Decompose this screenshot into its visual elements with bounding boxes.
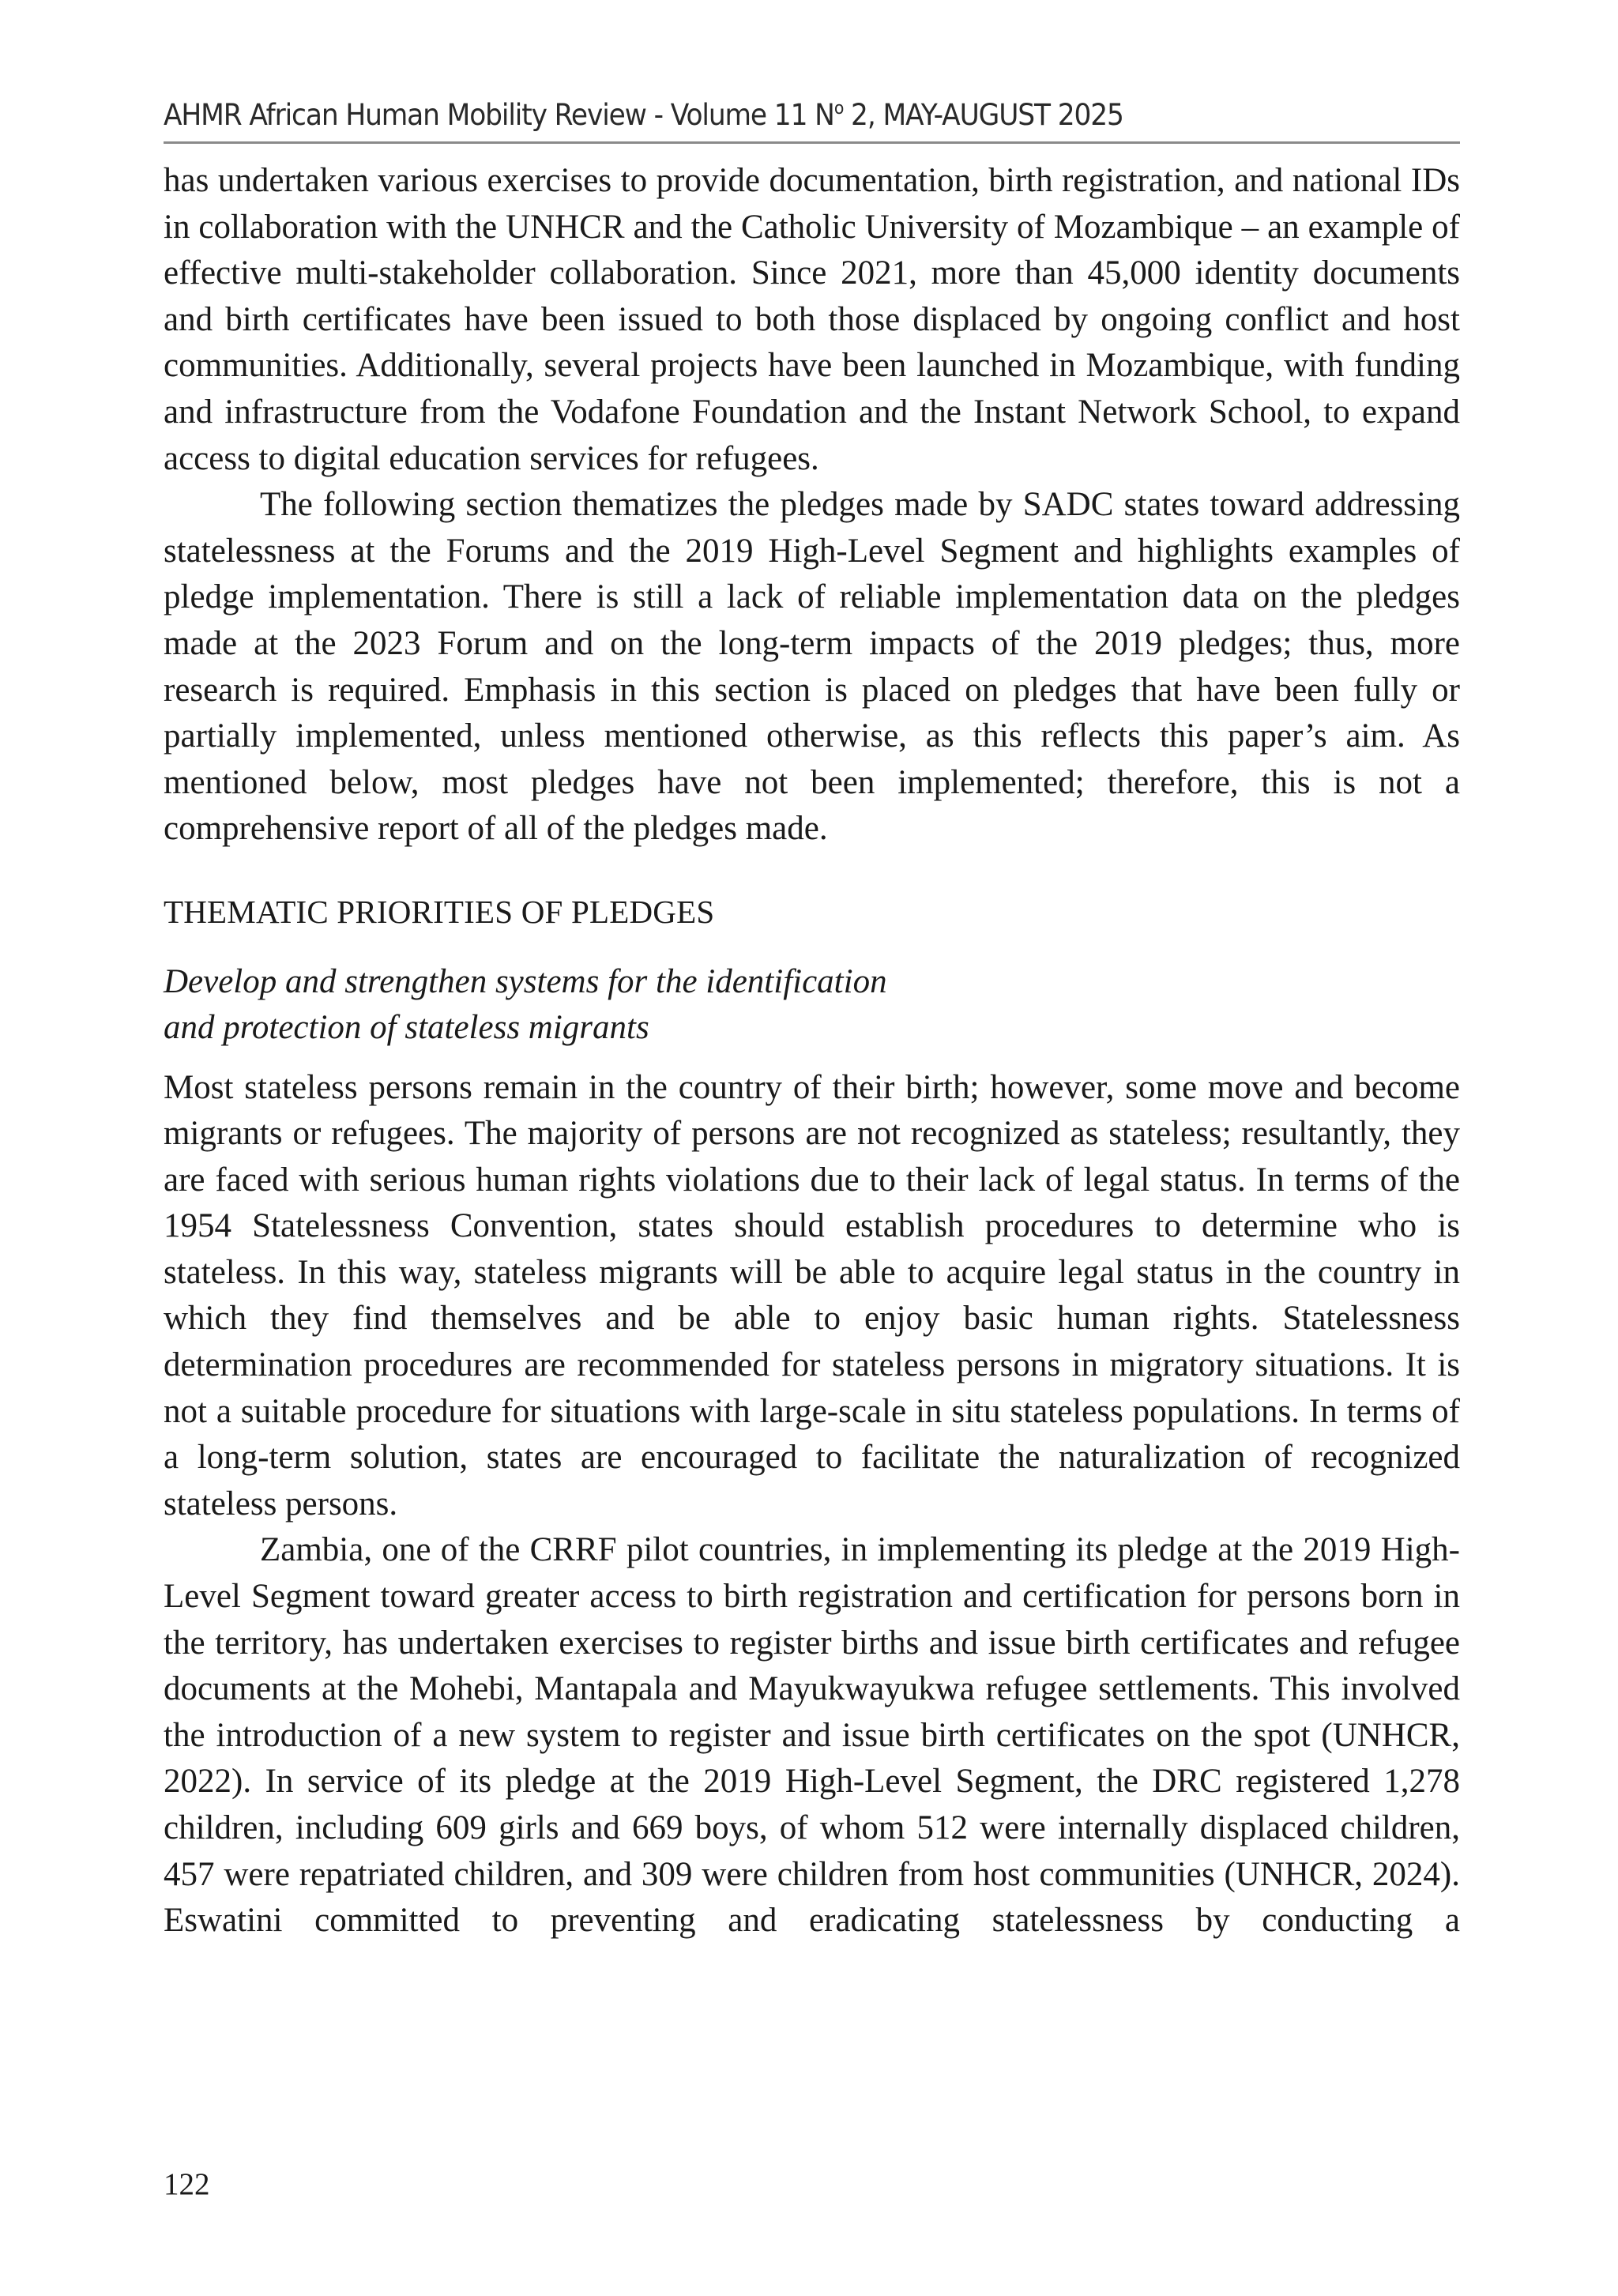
journal-title: AHMR African Human Mobility Review - Volume 11 N [164, 98, 834, 132]
sub-heading [164, 959, 1460, 1051]
page-number: 122 [164, 2167, 210, 2201]
header-rule [164, 141, 1460, 144]
article-body [164, 158, 1460, 1944]
paragraph-4: Zambia, one of the CRRF pilot countries, in implementing its pledge at the 2019 High-Level Segment toward greater access to birth registration and certification for persons born in the territory, has undertaken exercises to register births and issue birth certificates and refugee documents at the Mohebi, Mantapala and Mayukwayukwa refugee settlements. This involved the introduction of a new system to register and issue birth certificates on the spot (UNHCR, 2022). In service of its pledge at the 2019 High-Level Segment, the DRC registered 1,278 children, including 609 girls and 669 boys, of whom 512 were internally displaced children, 457 were repatriated children, and 309 were children from host communities (UNHCR, 2024). Eswatini committed to preventing and eradicating statelessness by conducting a [164, 1531, 1460, 1940]
section-heading: THEMATIC PRIORITIES OF PLEDGES [164, 893, 715, 930]
running-header [164, 98, 1123, 132]
sub-heading-line-1: Develop and strengthen systems for the identification [164, 962, 887, 1000]
paragraph-1: has undertaken various exercises to provide documentation, birth registration, and national IDs in collaboration with the UNHCR and the Catholic University of Mozambique – an example of effective multi-stakeholder collaboration. Since 2021, more than 45,000 identity documents and birth certificates have been issued to both those displaced by ongoing conflict and host communities. Additionally, several projects have been launched in Mozambique, with funding and infrastructure from the Vodafone Foundation and the Instant Network School, to expand access to digital education services for refugees. [164, 162, 1460, 477]
sub-heading-line-2: and protection of stateless migrants [164, 1008, 649, 1046]
number-superscript: o [833, 99, 844, 119]
paragraph-2: The following section thematizes the pledges made by SADC states toward addressing statelessness at the Forums and the 2019 High-Level Segment and highlights examples of pledge implementation. There is still a lack of reliable implementation data on the pledges made at the 2023 Forum and on the long-term impacts of the 2019 pledges; thus, more research is required. Emphasis in this section is placed on pledges that have been fully or partially implemented, unless mentioned otherwise, as this reflects this paper’s aim. As mentioned below, most pledges have not been implemented; therefore, this is not a comprehensive report of all of the pledges made. [164, 486, 1460, 848]
paragraph-3: Most stateless persons remain in the country of their birth; however, some move and become migrants or refugees. The majority of persons are not recognized as stateless; resultantly, they are faced with serious human rights violations due to their lack of legal status. In terms of the 1954 Statelessness Convention, states should establish procedures to determine who is stateless. In this way, stateless migrants will be able to acquire legal status in the country in which they find themselves and be able to enjoy basic human rights. Statelessness determination procedures are recommended for stateless persons in migratory situations. It is not a suitable procedure for situations with large-scale in situ stateless populations. In terms of a long-term solution, states are encouraged to facilitate the naturalization of recognized stateless persons. [164, 1068, 1460, 1523]
issue-info: 2, MAY-AUGUST 2025 [843, 98, 1123, 132]
